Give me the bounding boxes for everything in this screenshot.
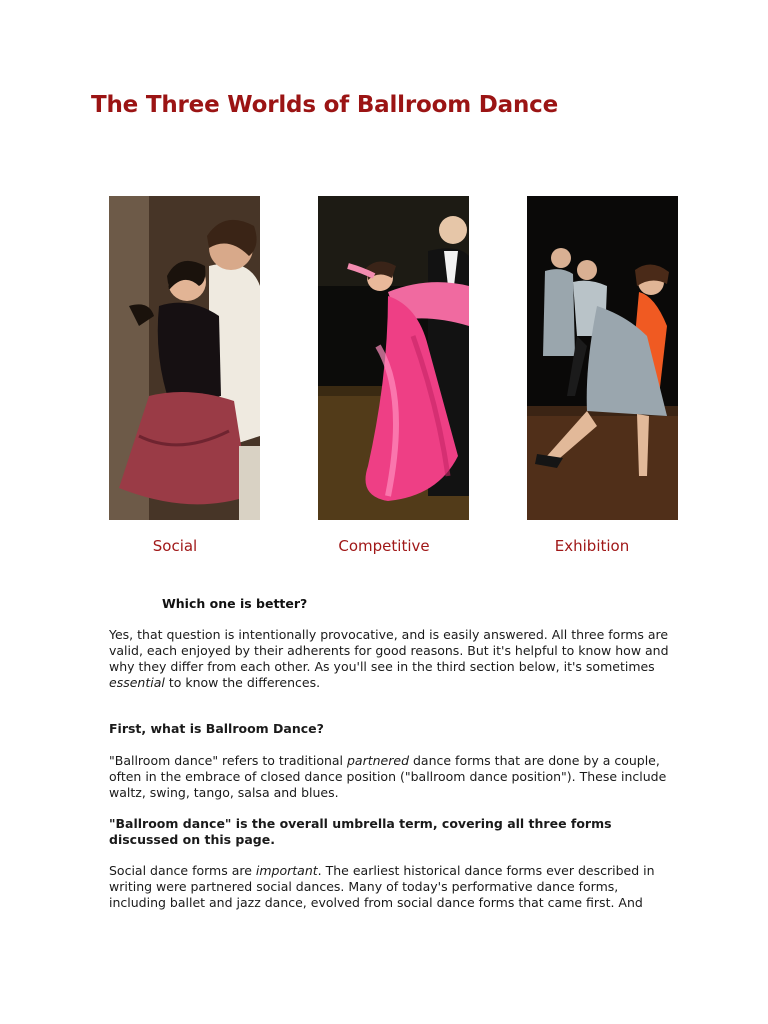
social-forms-text: Social dance forms are [109,863,256,878]
caption-social: Social [152,537,198,555]
social-dance-photo [109,196,260,520]
intro-text: Yes, that question is intentionally provocative, and is easily answered. All three forms are valid, each enjoyed by their adherents for good reasons. But it's helpful to know how and why they differ from each other. As you'll see in the third section below, it's sometimes [109,627,669,674]
exhibition-dance-photo [527,196,678,520]
definition-emphasis: partnered [347,753,410,768]
page-title: The Three Worlds of Ballroom Dance [91,92,558,118]
social-forms-emphasis: important [255,863,318,878]
definition-text: "Ballroom dance" refers to traditional [109,753,347,768]
section-subhead: Which one is better? [162,596,308,611]
social-forms-text-end: . The earliest historical dance forms ever described in writing were partnered social dances. Many of today's performative dance forms, including ballet and jazz dance, evolved from social dance forms that came first. And [109,863,655,910]
competitive-dance-photo [318,196,469,520]
intro-paragraph [109,627,669,691]
definition-text-end: dance forms that are done by a couple, often in the embrace of closed dance position ("ballroom dance position"). These include waltz, swing, tango, salsa and blues. [109,753,667,800]
intro-text-end: to know the differences. [164,675,321,690]
umbrella-statement: "Ballroom dance" is the overall umbrella term, covering all three forms discussed on this page. [109,816,612,847]
definition-paragraph [109,753,669,801]
section-heading: First, what is Ballroom Dance? [109,721,324,736]
social-forms-paragraph [109,863,664,911]
caption-competitive: Competitive [338,537,430,555]
intro-emphasis: essential [109,675,165,690]
caption-exhibition: Exhibition [554,537,630,555]
